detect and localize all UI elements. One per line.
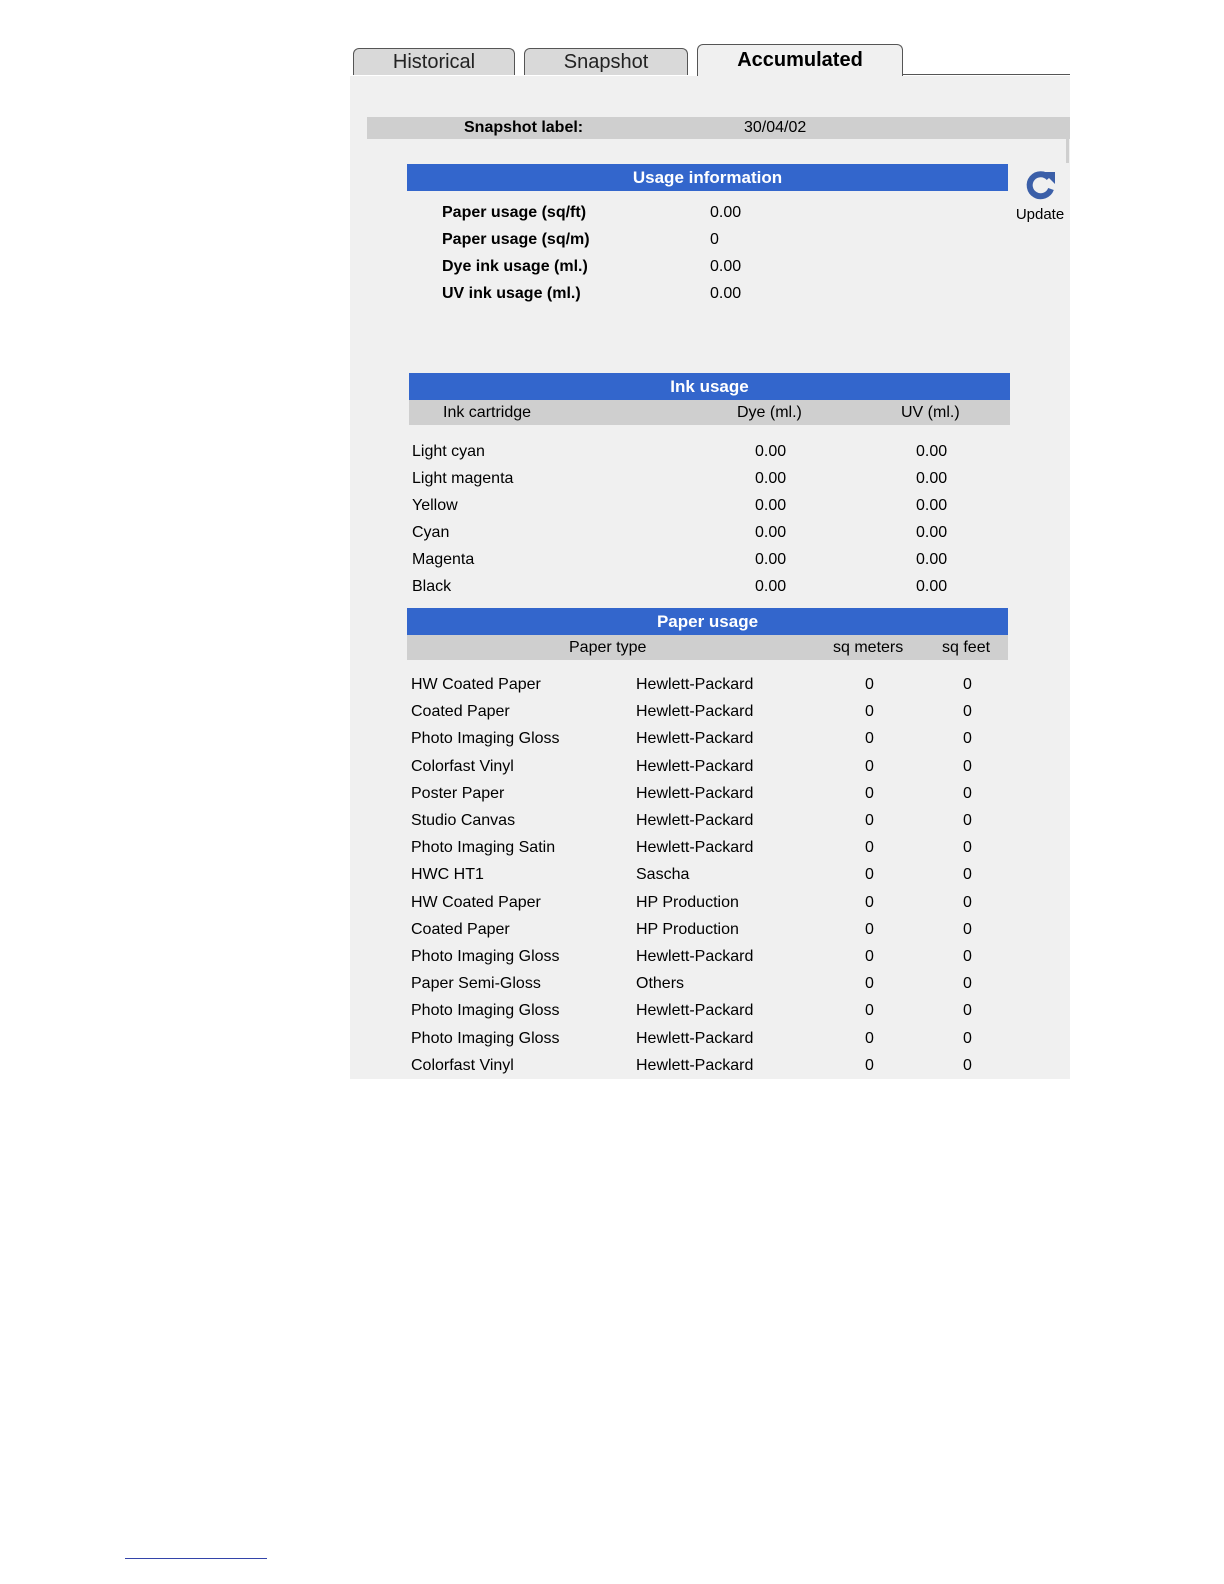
paper-row — [411, 753, 1031, 780]
paper-usage-column-header — [407, 635, 1008, 660]
paper-type-name: HW Coated Paper — [411, 893, 541, 911]
paper-sq-feet: 0 — [963, 975, 972, 993]
ink-uv-value: 0.00 — [916, 524, 948, 541]
paper-vendor: Hewlett-Packard — [636, 948, 754, 965]
usage-info-label: UV ink usage (ml.) — [442, 285, 581, 302]
paper-row — [411, 997, 1031, 1024]
paper-type-name: Coated Paper — [411, 920, 510, 938]
paper-sq-feet: 0 — [963, 784, 972, 802]
usage-info-row — [442, 253, 862, 280]
paper-sq-feet: 0 — [963, 1056, 972, 1074]
ink-dye-value: 0.00 — [755, 470, 787, 487]
ink-dye-value: 0.00 — [755, 524, 787, 541]
snapshot-bar-edge — [1066, 139, 1069, 163]
ink-cartridge-name: Yellow — [412, 497, 458, 514]
paper-row — [411, 698, 1031, 725]
paper-row — [411, 916, 1031, 943]
paper-row — [411, 970, 1031, 997]
refresh-icon — [1022, 168, 1058, 204]
paper-type-name: HWC HT1 — [411, 866, 484, 884]
paper-sq-meters: 0 — [865, 975, 874, 993]
paper-row — [411, 725, 1031, 752]
paper-vendor: Hewlett-Packard — [636, 703, 754, 721]
usage-info-value: 0.00 — [710, 204, 742, 221]
usage-info-value: 0.00 — [710, 285, 742, 302]
uv-column: UV (ml.) — [901, 404, 960, 421]
paper-sq-feet: 0 — [963, 703, 972, 721]
ink-cartridge-name: Light cyan — [412, 443, 485, 460]
paper-sq-meters: 0 — [865, 730, 874, 748]
paper-vendor: Hewlett-Packard — [636, 676, 754, 693]
ink-usage-header: Ink usage — [409, 373, 1010, 400]
ink-dye-value: 0.00 — [755, 443, 787, 460]
dye-column: Dye (ml.) — [737, 404, 802, 421]
paper-sq-feet: 0 — [963, 812, 972, 829]
paper-sq-meters: 0 — [865, 757, 874, 775]
footnote-rule — [125, 1558, 267, 1559]
ink-row — [412, 438, 1012, 465]
paper-usage-header: Paper usage — [407, 608, 1008, 635]
update-button[interactable] — [1010, 168, 1070, 223]
usage-info-value: 0 — [710, 231, 719, 248]
paper-row — [411, 943, 1031, 970]
paper-vendor: Hewlett-Packard — [636, 812, 754, 829]
ink-uv-value: 0.00 — [916, 470, 948, 487]
paper-type-name: Poster Paper — [411, 784, 505, 802]
paper-sq-meters: 0 — [865, 1056, 874, 1074]
paper-vendor: Others — [636, 975, 685, 993]
usage-info-value: 0.00 — [710, 258, 742, 275]
paper-row — [411, 1025, 1031, 1052]
snapshot-label-bar — [367, 117, 1070, 139]
ink-uv-value: 0.00 — [916, 578, 948, 595]
ink-cartridge-name: Black — [412, 578, 452, 595]
ink-cartridge-name: Magenta — [412, 551, 475, 568]
usage-info-label: Paper usage (sq/m) — [442, 231, 590, 248]
paper-vendor: HP Production — [636, 920, 739, 938]
paper-row — [411, 834, 1031, 861]
paper-type-name: Studio Canvas — [411, 812, 516, 829]
ink-row — [412, 465, 1012, 492]
tab-accumulated[interactable]: Accumulated — [697, 44, 903, 78]
paper-type-name: Colorfast Vinyl — [411, 1056, 514, 1074]
tab-historical[interactable]: Historical — [353, 48, 515, 75]
paper-type-name: HW Coated Paper — [411, 676, 541, 693]
usage-info-label: Paper usage (sq/ft) — [442, 204, 587, 221]
paper-sq-meters: 0 — [865, 920, 874, 938]
paper-vendor: Sascha — [636, 866, 690, 884]
paper-sq-feet: 0 — [963, 866, 972, 884]
paper-vendor: Hewlett-Packard — [636, 839, 754, 857]
paper-vendor: Hewlett-Packard — [636, 757, 754, 775]
paper-sq-feet: 0 — [963, 1029, 972, 1047]
ink-row — [412, 546, 1012, 573]
paper-vendor: Hewlett-Packard — [636, 1029, 754, 1047]
paper-row — [411, 861, 1031, 888]
usage-info-row — [442, 280, 862, 307]
paper-sq-meters: 0 — [865, 893, 874, 911]
ink-uv-value: 0.00 — [916, 497, 948, 514]
ink-cartridge-column: Ink cartridge — [443, 404, 532, 421]
ink-dye-value: 0.00 — [755, 551, 787, 568]
paper-sq-meters: 0 — [865, 703, 874, 721]
paper-sq-meters: 0 — [865, 948, 874, 965]
paper-sq-meters: 0 — [865, 1029, 874, 1047]
paper-sq-feet: 0 — [963, 948, 972, 965]
paper-row — [411, 780, 1031, 807]
paper-sq-feet: 0 — [963, 920, 972, 938]
paper-vendor: Hewlett-Packard — [636, 784, 754, 802]
ink-usage-column-header — [409, 400, 1010, 425]
paper-sq-feet: 0 — [963, 676, 972, 693]
usage-info-row — [442, 226, 862, 253]
paper-sq-meters: 0 — [865, 812, 874, 829]
ink-row — [412, 573, 1012, 600]
update-label: Update — [1015, 206, 1065, 223]
usage-info-label: Dye ink usage (ml.) — [442, 258, 588, 275]
accumulated-panel — [350, 76, 1070, 1079]
paper-sq-feet: 0 — [963, 757, 972, 775]
tab-divider — [903, 74, 1070, 75]
paper-row — [411, 889, 1031, 916]
paper-sq-meters: 0 — [865, 866, 874, 884]
paper-type-name: Photo Imaging Gloss — [411, 1029, 560, 1047]
paper-type-name: Photo Imaging Gloss — [411, 948, 560, 965]
paper-sq-feet: 0 — [963, 1002, 972, 1020]
paper-type-name: Photo Imaging Satin — [411, 839, 556, 857]
paper-vendor: Hewlett-Packard — [636, 1002, 754, 1020]
ink-cartridge-name: Light magenta — [412, 470, 514, 487]
ink-row — [412, 519, 1012, 546]
paper-type-name: Coated Paper — [411, 703, 510, 721]
paper-vendor: HP Production — [636, 893, 739, 911]
paper-sq-feet: 0 — [963, 893, 972, 911]
paper-row — [411, 671, 1031, 698]
tab-bar — [350, 44, 1070, 78]
paper-type-column: Paper type — [569, 639, 647, 656]
ink-cartridge-name: Cyan — [412, 524, 450, 541]
sq-meters-column: sq meters — [833, 639, 904, 656]
paper-sq-meters: 0 — [865, 676, 874, 693]
paper-type-name: Photo Imaging Gloss — [411, 730, 560, 748]
usage-information-header: Usage information — [407, 164, 1008, 191]
ink-row — [412, 492, 1012, 519]
sq-feet-column: sq feet — [942, 639, 991, 656]
paper-type-name: Paper Semi-Gloss — [411, 975, 541, 993]
paper-sq-feet: 0 — [963, 839, 972, 857]
paper-sq-meters: 0 — [865, 1002, 874, 1020]
snapshot-label-value: 30/04/02 — [744, 119, 807, 136]
ink-uv-value: 0.00 — [916, 551, 948, 568]
paper-type-name: Colorfast Vinyl — [411, 757, 514, 775]
paper-row — [411, 807, 1031, 834]
snapshot-label-caption: Snapshot label: — [464, 119, 584, 136]
paper-sq-meters: 0 — [865, 839, 874, 857]
ink-uv-value: 0.00 — [916, 443, 948, 460]
paper-vendor: Hewlett-Packard — [636, 730, 754, 748]
tab-snapshot[interactable]: Snapshot — [524, 48, 688, 75]
paper-sq-meters: 0 — [865, 784, 874, 802]
paper-row — [411, 1052, 1031, 1079]
paper-type-name: Photo Imaging Gloss — [411, 1002, 560, 1020]
paper-vendor: Hewlett-Packard — [636, 1056, 754, 1074]
usage-info-row — [442, 199, 862, 226]
paper-sq-feet: 0 — [963, 730, 972, 748]
ink-dye-value: 0.00 — [755, 578, 787, 595]
ink-dye-value: 0.00 — [755, 497, 787, 514]
